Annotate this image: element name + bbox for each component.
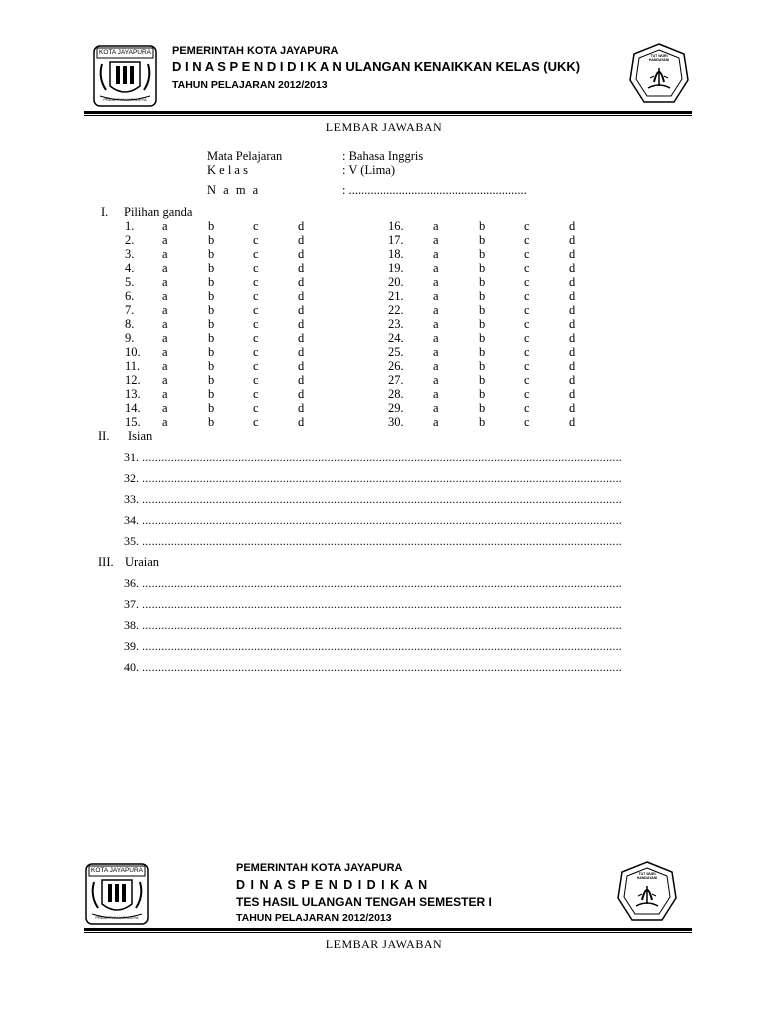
header-year: TAHUN PELAJARAN 2012/2013 — [172, 79, 328, 91]
mc-option-a[interactable]: a — [433, 289, 439, 303]
mc-option-a[interactable]: a — [433, 247, 439, 261]
mc-option-b[interactable]: b — [479, 387, 486, 401]
mc-option-a[interactable]: a — [162, 401, 168, 415]
logo-right-text: TUT WURI HANDAYANI — [636, 872, 658, 880]
mc-option-a[interactable]: a — [433, 303, 439, 317]
mc-option-c[interactable]: c — [253, 373, 259, 387]
isian-row[interactable] — [124, 491, 684, 507]
mc-option-b[interactable]: b — [208, 331, 215, 345]
mc-option-c[interactable]: c — [524, 303, 530, 317]
mc-option-c[interactable]: c — [253, 303, 259, 317]
mc-question-number: 26. — [388, 359, 404, 373]
mc-option-b[interactable]: b — [479, 373, 486, 387]
tut-wuri-handayani-logo — [628, 42, 690, 108]
mc-option-d[interactable]: d — [569, 331, 576, 345]
mc-option-b[interactable]: b — [479, 317, 486, 331]
mc-option-d[interactable]: d — [569, 373, 576, 387]
isian-row[interactable] — [124, 470, 684, 486]
mc-option-a[interactable]: a — [162, 289, 168, 303]
header-year: TAHUN PELAJARAN 2012/2013 — [236, 912, 392, 924]
mc-question-number: 5. — [125, 275, 135, 289]
mc-option-d[interactable]: d — [569, 345, 576, 359]
logo-motto-text: PRASETYA KARKARYA — [95, 915, 139, 920]
mc-question-number: 7. — [125, 303, 135, 317]
mc-question-number: 3. — [125, 247, 135, 261]
mc-option-a[interactable]: a — [162, 331, 168, 345]
mc-option-d[interactable]: d — [298, 247, 305, 261]
mc-option-c[interactable]: c — [524, 387, 530, 401]
mc-option-b[interactable]: b — [479, 303, 486, 317]
header-department: D I N A S P E N D I D I K A N ULANGAN KENAIKKAN KELAS (UKK) — [172, 59, 581, 74]
mc-option-a[interactable]: a — [433, 387, 439, 401]
mc-question-number: 11. — [125, 359, 141, 373]
mc-option-c[interactable]: c — [524, 233, 530, 247]
isian-number: 35. — [124, 534, 139, 548]
mc-question-number: 24. — [388, 331, 404, 345]
mc-option-d[interactable]: d — [298, 275, 305, 289]
subject-value: : Bahasa Inggris — [342, 149, 424, 163]
tut-wuri-handayani-emblem-icon — [616, 860, 678, 926]
mc-option-b[interactable]: b — [479, 275, 486, 289]
mc-option-b[interactable]: b — [479, 345, 486, 359]
mc-question-number: 29. — [388, 401, 404, 415]
mc-option-a[interactable]: a — [162, 261, 168, 275]
isian-number: 33. — [124, 492, 139, 506]
name-field[interactable]: : ......................................................... — [342, 183, 527, 197]
uraian-answer-line[interactable]: ...................................................................................................................................................... — [142, 597, 622, 611]
mc-option-a[interactable]: a — [433, 219, 439, 233]
mc-option-b[interactable]: b — [208, 359, 215, 373]
mc-option-d[interactable]: d — [298, 261, 305, 275]
mc-option-c[interactable]: c — [524, 247, 530, 261]
mc-question-number: 17. — [388, 233, 404, 247]
class-label: K e l a s — [207, 163, 248, 177]
mc-question-number: 19. — [388, 261, 404, 275]
isian-row[interactable] — [124, 533, 684, 549]
kota-jayapura-logo — [84, 862, 150, 926]
mc-option-a[interactable]: a — [433, 317, 439, 331]
mc-option-a[interactable]: a — [433, 415, 439, 429]
mc-option-c[interactable]: c — [524, 401, 530, 415]
mc-option-a[interactable]: a — [162, 345, 168, 359]
logo-banner-text: KOTA JAYAPURA — [91, 867, 144, 874]
mc-option-d[interactable]: d — [569, 219, 576, 233]
mc-option-a[interactable]: a — [433, 359, 439, 373]
mc-option-d[interactable]: d — [298, 219, 305, 233]
mc-option-a[interactable]: a — [433, 373, 439, 387]
section-1-number: I. — [101, 205, 109, 219]
mc-option-d[interactable]: d — [569, 401, 576, 415]
mc-question-number: 27. — [388, 373, 404, 387]
mc-option-d[interactable]: d — [569, 261, 576, 275]
isian-answer-line[interactable]: ...................................................................................................................................................... — [142, 513, 622, 527]
mc-option-c[interactable]: c — [524, 373, 530, 387]
uraian-answer-line[interactable]: ...................................................................................................................................................... — [142, 576, 622, 590]
isian-answer-line[interactable]: ...................................................................................................................................................... — [142, 534, 622, 548]
mc-option-d[interactable]: d — [298, 373, 305, 387]
uraian-row[interactable] — [124, 659, 684, 675]
mc-question-number: 16. — [388, 219, 404, 233]
mc-question-number: 22. — [388, 303, 404, 317]
header-government: PEMERINTAH KOTA JAYAPURA — [172, 45, 339, 57]
mc-option-b[interactable]: b — [208, 289, 215, 303]
header-department: D I N A S P E N D I D I K A N — [236, 878, 429, 892]
mc-option-c[interactable]: c — [524, 317, 530, 331]
mc-question-number: 6. — [125, 289, 135, 303]
mc-option-a[interactable]: a — [433, 345, 439, 359]
mc-option-b[interactable]: b — [208, 373, 215, 387]
mc-option-c[interactable]: c — [253, 359, 259, 373]
header-government: PEMERINTAH KOTA JAYAPURA — [236, 862, 403, 874]
mc-option-c[interactable]: c — [524, 275, 530, 289]
section-2-number: II. — [98, 429, 110, 443]
mc-question-number: 12. — [125, 373, 141, 387]
mc-option-b[interactable]: b — [208, 317, 215, 331]
mc-question-number: 15. — [125, 415, 141, 429]
mc-question-number: 8. — [125, 317, 135, 331]
mc-question-number: 28. — [388, 387, 404, 401]
mc-question-number: 4. — [125, 261, 135, 275]
mc-option-c[interactable]: c — [524, 415, 530, 429]
mc-question-number: 13. — [125, 387, 141, 401]
mc-option-d[interactable]: d — [298, 359, 305, 373]
uraian-number: 37. — [124, 597, 139, 611]
mc-option-d[interactable]: d — [569, 387, 576, 401]
section-3-title: Uraian — [125, 555, 160, 569]
mc-option-d[interactable]: d — [569, 303, 576, 317]
mc-option-b[interactable]: b — [208, 303, 215, 317]
mc-option-a[interactable]: a — [162, 317, 168, 331]
mc-option-a[interactable]: a — [162, 359, 168, 373]
mc-option-a[interactable]: a — [162, 387, 168, 401]
mc-option-b[interactable]: b — [479, 401, 486, 415]
uraian-answer-line[interactable]: ...................................................................................................................................................... — [142, 618, 622, 632]
mc-option-b[interactable]: b — [479, 261, 486, 275]
tut-wuri-handayani-logo — [616, 860, 678, 926]
mc-option-c[interactable]: c — [253, 247, 259, 261]
mc-option-d[interactable]: d — [569, 317, 576, 331]
mc-option-c[interactable]: c — [253, 345, 259, 359]
mc-option-d[interactable]: d — [569, 247, 576, 261]
mc-option-a[interactable]: a — [162, 275, 168, 289]
header-rule-thin — [84, 932, 692, 933]
subject-label: Mata Pelajaran — [207, 149, 283, 163]
header-exam-title: TES HASIL ULANGAN TENGAH SEMESTER I — [236, 895, 492, 909]
section-1-title: Pilihan ganda — [124, 205, 193, 219]
mc-question-number: 30. — [388, 415, 404, 429]
mc-option-c[interactable]: c — [524, 261, 530, 275]
mc-option-c[interactable]: c — [524, 359, 530, 373]
uraian-row[interactable] — [124, 596, 684, 612]
mc-option-a[interactable]: a — [162, 303, 168, 317]
logo-banner-text: KOTA JAYAPURA — [99, 49, 152, 56]
mc-option-c[interactable]: c — [524, 289, 530, 303]
mc-option-b[interactable]: b — [479, 359, 486, 373]
mc-option-d[interactable]: d — [298, 289, 305, 303]
mc-option-a[interactable]: a — [162, 373, 168, 387]
mc-option-d[interactable]: d — [569, 415, 576, 429]
mc-option-a[interactable]: a — [162, 247, 168, 261]
mc-option-b[interactable]: b — [208, 247, 215, 261]
mc-option-b[interactable]: b — [208, 261, 215, 275]
mc-option-c[interactable]: c — [253, 289, 259, 303]
mc-option-b[interactable]: b — [479, 233, 486, 247]
mc-option-c[interactable]: c — [524, 219, 530, 233]
mc-option-c[interactable]: c — [253, 401, 259, 415]
uraian-number: 39. — [124, 639, 139, 653]
mc-question-number: 10. — [125, 345, 141, 359]
mc-option-a[interactable]: a — [433, 233, 439, 247]
top-header — [84, 40, 692, 116]
mc-option-c[interactable]: c — [253, 317, 259, 331]
uraian-row[interactable] — [124, 617, 684, 633]
uraian-number: 36. — [124, 576, 139, 590]
uraian-answer-line[interactable]: ...................................................................................................................................................... — [142, 639, 622, 653]
mc-option-a[interactable]: a — [433, 401, 439, 415]
mc-option-b[interactable]: b — [479, 415, 486, 429]
tut-wuri-handayani-emblem-icon — [628, 42, 690, 108]
mc-option-a[interactable]: a — [162, 415, 168, 429]
mc-option-d[interactable]: d — [298, 345, 305, 359]
mc-option-c[interactable]: c — [253, 275, 259, 289]
mc-question-number: 9. — [125, 331, 135, 345]
mc-question-number: 1. — [125, 219, 135, 233]
mc-option-c[interactable]: c — [253, 387, 259, 401]
header-rule — [84, 928, 692, 931]
mc-option-d[interactable]: d — [298, 317, 305, 331]
mc-question-number: 20. — [388, 275, 404, 289]
mc-option-c[interactable]: c — [524, 331, 530, 345]
mc-option-a[interactable]: a — [433, 275, 439, 289]
mc-option-b[interactable]: b — [208, 219, 215, 233]
isian-number: 31. — [124, 450, 139, 464]
kota-jayapura-logo — [92, 44, 158, 108]
isian-answer-line[interactable]: ...................................................................................................................................................... — [142, 492, 622, 506]
mc-option-b[interactable]: b — [479, 289, 486, 303]
logo-motto-text: PRASETYA KARKARYA — [103, 97, 147, 102]
mc-question-number: 23. — [388, 317, 404, 331]
mc-option-d[interactable]: d — [569, 233, 576, 247]
page-title-bottom: LEMBAR JAWABAN — [325, 937, 443, 951]
header-rule-thin — [84, 115, 692, 116]
section-3-number: III. — [98, 555, 114, 569]
isian-answer-line[interactable]: ...................................................................................................................................................... — [142, 450, 622, 464]
isian-number: 32. — [124, 471, 139, 485]
mc-option-c[interactable]: c — [253, 415, 259, 429]
mc-option-d[interactable]: d — [298, 415, 305, 429]
mc-option-a[interactable]: a — [433, 261, 439, 275]
mc-option-b[interactable]: b — [208, 345, 215, 359]
mc-option-b[interactable]: b — [208, 275, 215, 289]
logo-right-text: TUT WURI HANDAYANI — [648, 54, 670, 62]
mc-option-c[interactable]: c — [253, 233, 259, 247]
mc-option-d[interactable]: d — [298, 387, 305, 401]
mc-option-d[interactable]: d — [569, 359, 576, 373]
mc-option-b[interactable]: b — [208, 415, 215, 429]
mc-question-number: 2. — [125, 233, 135, 247]
mc-option-c[interactable]: c — [524, 345, 530, 359]
isian-row[interactable] — [124, 512, 684, 528]
mc-option-b[interactable]: b — [208, 387, 215, 401]
mc-option-c[interactable]: c — [253, 261, 259, 275]
mc-option-d[interactable]: d — [298, 303, 305, 317]
isian-row[interactable] — [124, 449, 684, 465]
uraian-row[interactable] — [124, 575, 684, 591]
isian-number: 34. — [124, 513, 139, 527]
uraian-row[interactable] — [124, 638, 684, 654]
name-label: N a m a — [207, 183, 261, 197]
mc-question-number: 18. — [388, 247, 404, 261]
uraian-number: 38. — [124, 618, 139, 632]
mc-option-a[interactable]: a — [162, 219, 168, 233]
isian-answer-line[interactable]: ...................................................................................................................................................... — [142, 471, 622, 485]
mc-question-number: 25. — [388, 345, 404, 359]
mc-option-d[interactable]: d — [569, 289, 576, 303]
mc-option-a[interactable]: a — [433, 331, 439, 345]
mc-option-a[interactable]: a — [162, 233, 168, 247]
mc-option-c[interactable]: c — [253, 331, 259, 345]
mc-option-b[interactable]: b — [479, 219, 486, 233]
mc-option-b[interactable]: b — [208, 401, 215, 415]
mc-option-b[interactable]: b — [208, 233, 215, 247]
mc-option-c[interactable]: c — [253, 219, 259, 233]
mc-question-number: 21. — [388, 289, 404, 303]
section-2-title: Isian — [128, 429, 153, 443]
mc-option-b[interactable]: b — [479, 247, 486, 261]
mc-question-number: 14. — [125, 401, 141, 415]
mc-option-b[interactable]: b — [479, 331, 486, 345]
bottom-header — [84, 856, 692, 932]
uraian-number: 40. — [124, 660, 139, 674]
uraian-answer-line[interactable]: ...................................................................................................................................................... — [142, 660, 622, 674]
mc-option-d[interactable]: d — [298, 401, 305, 415]
class-value: : V (Lima) — [342, 163, 396, 177]
mc-option-d[interactable]: d — [298, 331, 305, 345]
header-rule — [84, 111, 692, 114]
mc-option-d[interactable]: d — [298, 233, 305, 247]
mc-option-d[interactable]: d — [569, 275, 576, 289]
page-title: LEMBAR JAWABAN — [325, 120, 443, 134]
